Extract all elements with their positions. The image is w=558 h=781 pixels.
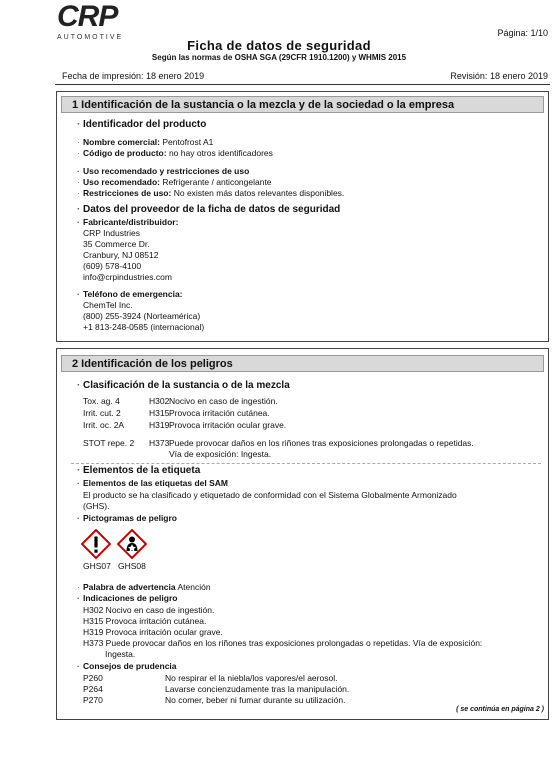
exposure-route: Vía de exposición: Ingesta. xyxy=(169,449,272,459)
prudence-row: P264 Lavarse concienzudamente tras la manipulación. xyxy=(83,684,350,694)
document-title: Ficha de datos de seguridad xyxy=(187,38,371,53)
prudence-row: P270 No comer, beber ni fumar durante su utilización. xyxy=(83,695,346,705)
address-line: Cranbury, NJ 08512 xyxy=(83,250,159,260)
dashed-divider xyxy=(71,463,541,464)
hazard-statement: H319 Provoca irritación ocular grave. xyxy=(83,627,223,637)
page-number: Página: 1/10 xyxy=(497,28,548,38)
sam-text: El producto se ha clasificado y etiquetado de conformidad con el Sistema Globalmente Armonizado xyxy=(83,490,457,500)
prudence-row: P260 No respirar el la niebla/los vapores/el aerosol. xyxy=(83,673,338,683)
health-hazard-pictogram-icon xyxy=(117,529,147,559)
document-subtitle: Según las normas de OSHA SGA (29CFR 1910.1200) y WHMIS 2015 xyxy=(151,53,407,62)
company-logo xyxy=(57,2,127,40)
classification-row: Irrit. oc. 2A H319 Provoca irritación ocular grave. xyxy=(83,420,287,430)
hazard-statement: H373 Puede provocar daños en los riñones tras exposiciones prolongadas o repetidas. Vía de exposición: xyxy=(83,638,483,648)
hazard-statement-extra: Ingesta. xyxy=(105,649,136,659)
print-date: Fecha de impresión: 18 enero 2019 xyxy=(62,71,205,81)
classification-row: Irrit. cut. 2 H315 Provoca irritación cutánea. xyxy=(83,408,270,418)
signal-word-row: · Palabra de advertencia Atención xyxy=(77,582,211,592)
classification-title: · Clasificación de la sustancia o de la mezcla xyxy=(77,380,290,391)
emergency-line: (800) 255-3924 (Norteamérica) xyxy=(83,311,201,321)
address-line: (609) 578-4100 xyxy=(83,261,142,271)
hazard-statements-label: · Indicaciones de peligro xyxy=(77,593,178,603)
recommended-use-row: · Uso recomendado: Refrigerante / anticongelante xyxy=(77,177,272,187)
pictograms-label: · Pictogramas de peligro xyxy=(77,513,177,523)
sam-text: (GHS). xyxy=(83,501,110,511)
trade-name-value: Pentofrost A1 xyxy=(162,137,214,147)
prudence-label: · Consejos de prudencia xyxy=(77,661,177,671)
restrictions-row: · Restricciones de uso: No existen más datos relevantes disponibles. xyxy=(77,188,345,198)
manufacturer-label: · Fabricante/distribuidor: xyxy=(77,217,179,227)
exclamation-mark-pictogram-icon xyxy=(81,529,111,559)
hazard-statement: H315 Provoca irritación cutánea. xyxy=(83,616,207,626)
trade-name-row: · Nombre comercial: Pentofrost A1 xyxy=(77,137,214,147)
emergency-line: ChemTel Inc. xyxy=(83,300,133,310)
address-line: CRP Industries xyxy=(83,228,141,238)
product-code-row: · Código de producto: no hay otros identificadores xyxy=(77,148,273,158)
emergency-label: · Teléfono de emergencia: xyxy=(77,289,183,299)
revision-date: Revisión: 18 enero 2019 xyxy=(450,71,548,81)
logo-text: CRP xyxy=(57,0,118,33)
logo-subtext: AUTOMOTIVE xyxy=(57,34,124,41)
section-1-heading: 1 Identificación de la sustancia o la mezcla y de la sociedad o la empresa xyxy=(61,96,544,113)
sam-label: · Elementos de las etiquetas del SAM xyxy=(77,478,229,488)
email-link[interactable]: info@crpindustries.com xyxy=(83,272,172,282)
classification-row: Tox. ag. 4 H302 Nocivo en caso de ingestión. xyxy=(83,396,278,406)
section-2 xyxy=(56,348,549,720)
use-title: · Uso recomendado y restricciones de uso xyxy=(77,166,250,176)
address-line: 35 Commerce Dr. xyxy=(83,239,150,249)
pictogram-code: GHS08 xyxy=(118,561,146,571)
product-identifier-title: · Identificador del producto xyxy=(77,119,207,130)
pictogram-code: GHS07 xyxy=(83,561,111,571)
section-1 xyxy=(56,91,549,342)
emergency-line: +1 813-248-0585 (internacional) xyxy=(83,322,205,332)
continued-note: ( se continúa en página 2 ) xyxy=(456,706,544,713)
section-2-heading: 2 Identificación de los peligros xyxy=(61,355,544,372)
label-elements-title: · Elementos de la etiqueta xyxy=(77,465,201,476)
classification-row: STOT repe. 2 H373 Puede provocar daños en los riñones tras exposiciones prolongadas o repetidas. xyxy=(83,438,474,448)
supplier-title: · Datos del proveedor de la ficha de datos de seguridad xyxy=(77,204,341,215)
hazard-statement: H302 Nocivo en caso de ingestión. xyxy=(83,605,215,615)
header-divider xyxy=(55,84,550,85)
